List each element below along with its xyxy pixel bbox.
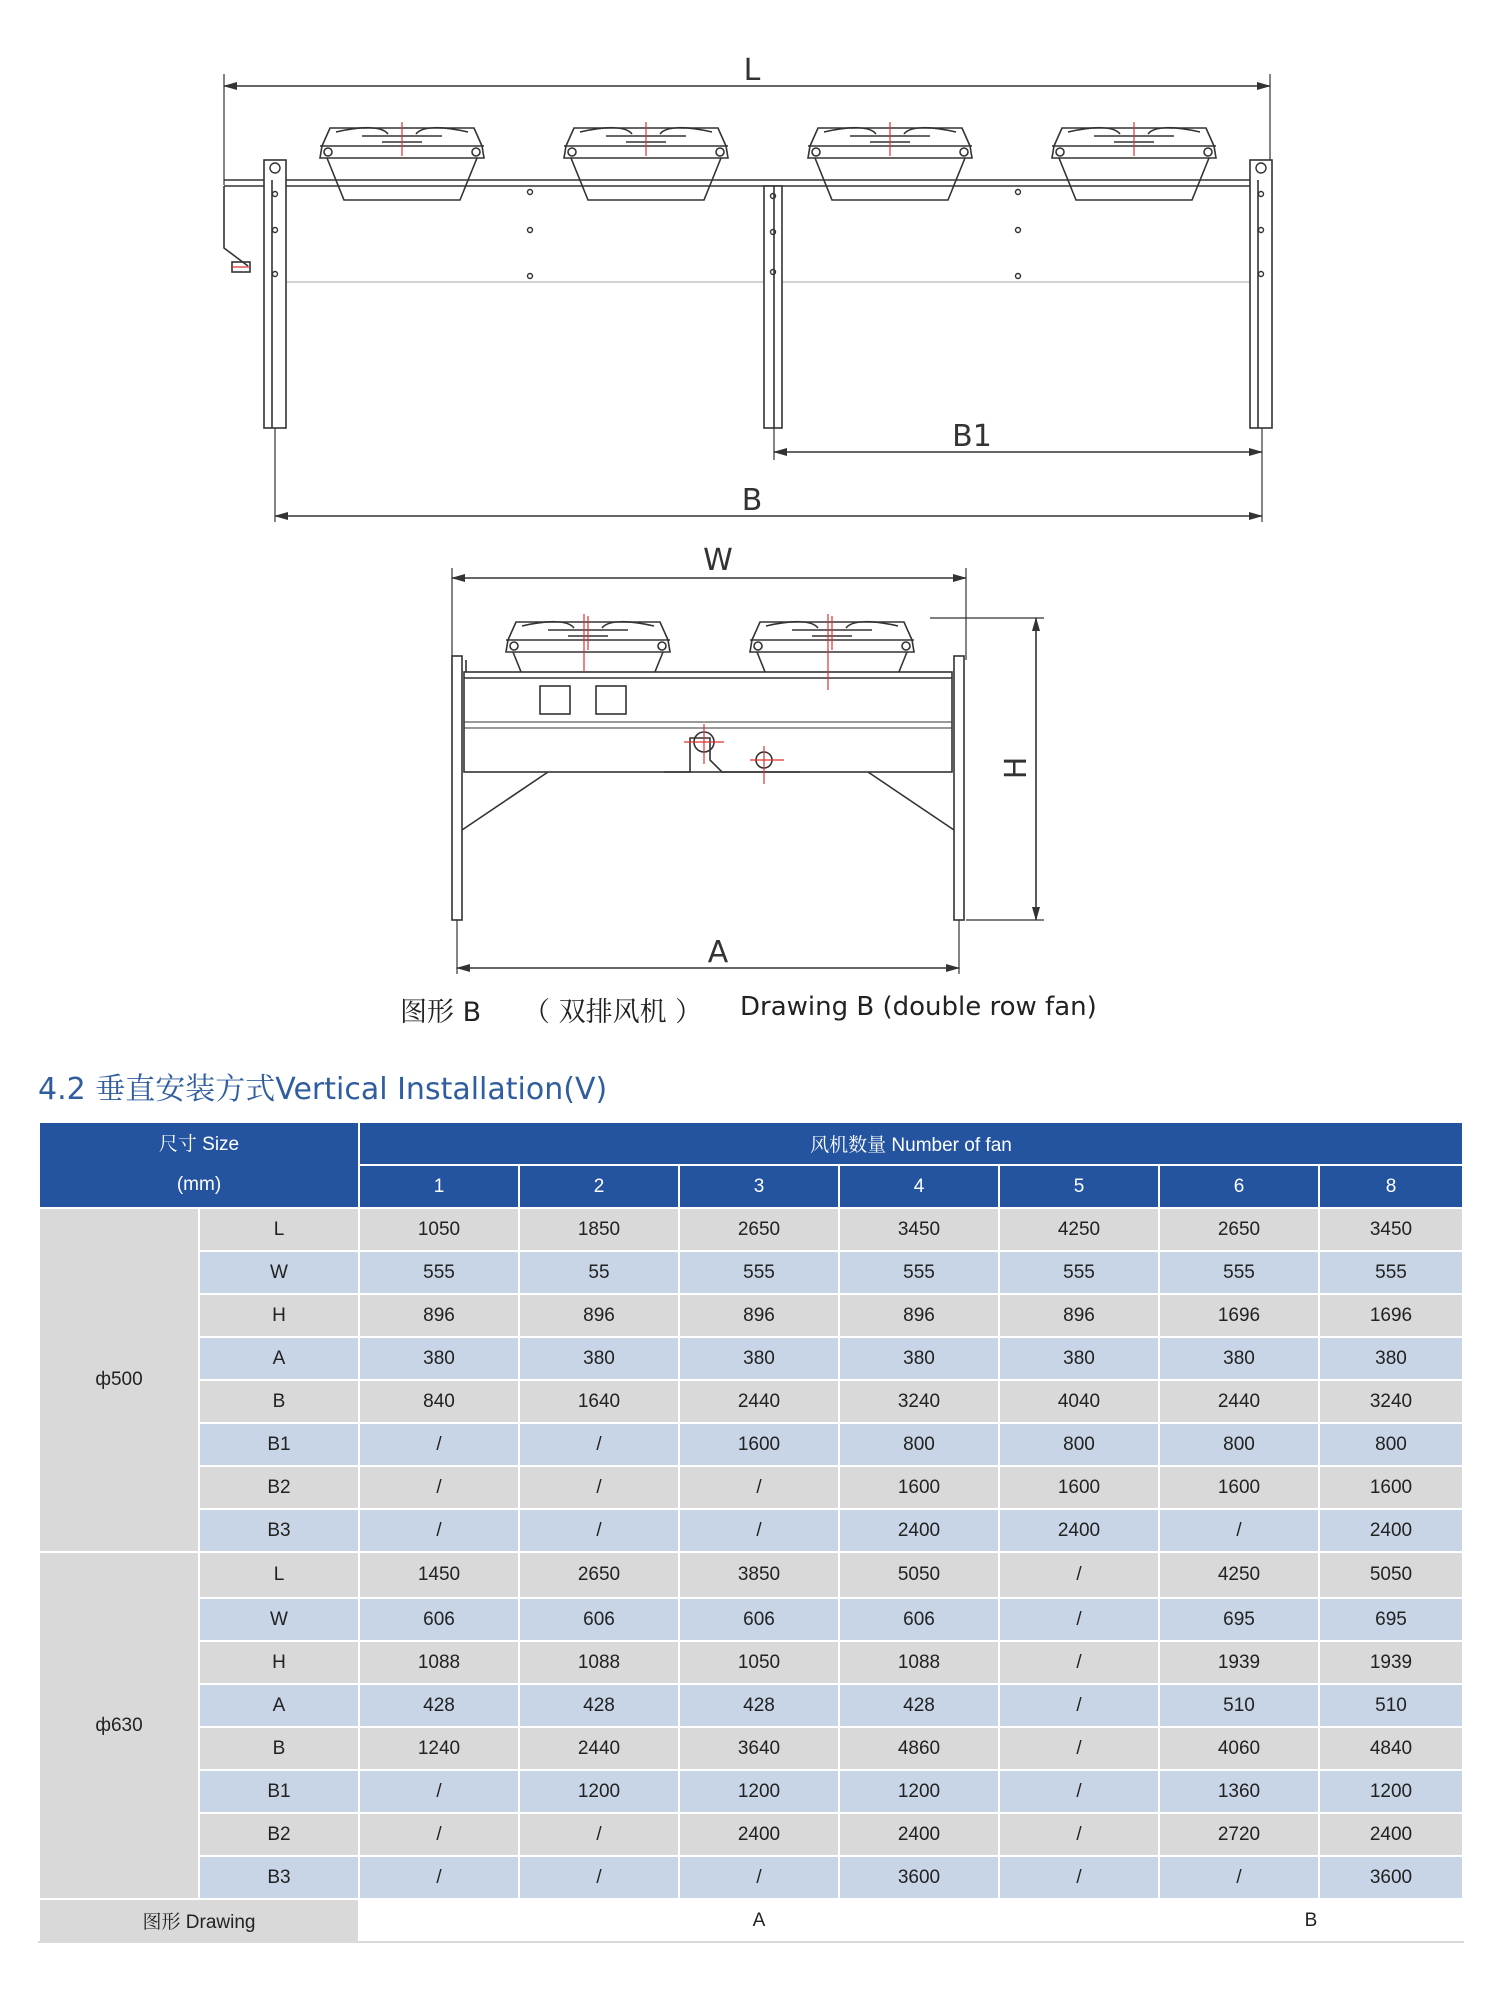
end-view-drawing bbox=[0, 0, 1501, 990]
value-cell: / bbox=[359, 1466, 519, 1509]
value-cell: 1939 bbox=[1319, 1641, 1463, 1684]
caption-cn-paren: （ 双排风机 ） bbox=[523, 997, 703, 1028]
value-cell: 380 bbox=[1159, 1337, 1319, 1380]
value-cell: / bbox=[519, 1813, 679, 1856]
value-cell: 2650 bbox=[679, 1208, 839, 1251]
value-cell: 1696 bbox=[1159, 1294, 1319, 1337]
value-cell: 555 bbox=[1319, 1251, 1463, 1294]
value-cell: 896 bbox=[679, 1294, 839, 1337]
table-row bbox=[39, 1856, 1463, 1899]
value-cell: / bbox=[359, 1509, 519, 1552]
table-row bbox=[39, 1727, 1463, 1770]
fan-count-header: 4 bbox=[839, 1165, 999, 1208]
value-cell: 2720 bbox=[1159, 1813, 1319, 1856]
value-cell: 1600 bbox=[1319, 1466, 1463, 1509]
value-cell: 1088 bbox=[359, 1641, 519, 1684]
value-cell: 606 bbox=[519, 1598, 679, 1641]
value-cell: 55 bbox=[519, 1251, 679, 1294]
value-cell: / bbox=[359, 1770, 519, 1813]
value-cell: 3240 bbox=[839, 1380, 999, 1423]
value-cell: 1600 bbox=[1159, 1466, 1319, 1509]
table-row bbox=[39, 1684, 1463, 1727]
value-cell: / bbox=[999, 1856, 1159, 1899]
value-cell: 380 bbox=[999, 1337, 1159, 1380]
value-cell: 2400 bbox=[839, 1813, 999, 1856]
param-cell: W bbox=[199, 1251, 359, 1294]
value-cell: 2650 bbox=[1159, 1208, 1319, 1251]
value-cell: 896 bbox=[519, 1294, 679, 1337]
value-cell: / bbox=[1159, 1509, 1319, 1552]
value-cell: 2440 bbox=[519, 1727, 679, 1770]
value-cell: 800 bbox=[1159, 1423, 1319, 1466]
table-row bbox=[39, 1294, 1463, 1337]
value-cell: 896 bbox=[999, 1294, 1159, 1337]
value-cell: 1200 bbox=[839, 1770, 999, 1813]
value-cell: 2400 bbox=[1319, 1813, 1463, 1856]
drawing-b-cell: B bbox=[1159, 1899, 1463, 1942]
value-cell: 896 bbox=[839, 1294, 999, 1337]
dim-label-b1: B1 bbox=[952, 419, 992, 454]
dim-label-length: L bbox=[743, 53, 761, 88]
fan-diameter-group: ф630 bbox=[39, 1552, 199, 1899]
table-row bbox=[39, 1423, 1463, 1466]
table-row bbox=[39, 1552, 1463, 1598]
table-row bbox=[39, 1337, 1463, 1380]
dimension-table bbox=[38, 1121, 1464, 1943]
value-cell: 4060 bbox=[1159, 1727, 1319, 1770]
value-cell: 1640 bbox=[519, 1380, 679, 1423]
fan-count-header: 1 bbox=[359, 1165, 519, 1208]
value-cell: 380 bbox=[679, 1337, 839, 1380]
value-cell: / bbox=[679, 1466, 839, 1509]
param-cell: A bbox=[199, 1337, 359, 1380]
table-row bbox=[39, 1598, 1463, 1641]
value-cell: / bbox=[999, 1684, 1159, 1727]
value-cell: 380 bbox=[839, 1337, 999, 1380]
dim-label-a: A bbox=[707, 935, 729, 970]
param-cell: B bbox=[199, 1380, 359, 1423]
value-cell: / bbox=[999, 1727, 1159, 1770]
fan-diameter-group: ф500 bbox=[39, 1208, 199, 1552]
value-cell: / bbox=[679, 1509, 839, 1552]
value-cell: 2400 bbox=[1319, 1509, 1463, 1552]
value-cell: 1600 bbox=[839, 1466, 999, 1509]
param-cell: B2 bbox=[199, 1813, 359, 1856]
value-cell: 380 bbox=[359, 1337, 519, 1380]
value-cell: 555 bbox=[839, 1251, 999, 1294]
drawing-caption bbox=[0, 990, 1501, 1030]
value-cell: 1200 bbox=[679, 1770, 839, 1813]
drawing-a-cell: A bbox=[359, 1899, 1159, 1942]
fan-count-header: 5 bbox=[999, 1165, 1159, 1208]
value-cell: 555 bbox=[999, 1251, 1159, 1294]
value-cell: / bbox=[359, 1813, 519, 1856]
value-cell: 3640 bbox=[679, 1727, 839, 1770]
value-cell: 428 bbox=[359, 1684, 519, 1727]
value-cell: 695 bbox=[1159, 1598, 1319, 1641]
param-cell: B3 bbox=[199, 1856, 359, 1899]
value-cell: 3850 bbox=[679, 1552, 839, 1598]
value-cell: 896 bbox=[359, 1294, 519, 1337]
value-cell: 428 bbox=[839, 1684, 999, 1727]
value-cell: / bbox=[1159, 1856, 1319, 1899]
header-fan-count: 风机数量 Number of fan bbox=[359, 1122, 1463, 1165]
value-cell: 380 bbox=[1319, 1337, 1463, 1380]
value-cell: 5050 bbox=[839, 1552, 999, 1598]
fan-count-header: 3 bbox=[679, 1165, 839, 1208]
value-cell: 606 bbox=[839, 1598, 999, 1641]
fan-count-header: 2 bbox=[519, 1165, 679, 1208]
table-row bbox=[39, 1208, 1463, 1251]
value-cell: 1200 bbox=[1319, 1770, 1463, 1813]
table-row bbox=[39, 1380, 1463, 1423]
value-cell: 555 bbox=[1159, 1251, 1319, 1294]
value-cell: / bbox=[999, 1813, 1159, 1856]
value-cell: 1696 bbox=[1319, 1294, 1463, 1337]
value-cell: 5050 bbox=[1319, 1552, 1463, 1598]
value-cell: / bbox=[359, 1423, 519, 1466]
value-cell: 1240 bbox=[359, 1727, 519, 1770]
value-cell: 1050 bbox=[679, 1641, 839, 1684]
table-row bbox=[39, 1509, 1463, 1552]
value-cell: 3450 bbox=[1319, 1208, 1463, 1251]
value-cell: / bbox=[999, 1641, 1159, 1684]
value-cell: 1939 bbox=[1159, 1641, 1319, 1684]
dim-label-b: B bbox=[741, 483, 763, 518]
value-cell: 1450 bbox=[359, 1552, 519, 1598]
value-cell: 1600 bbox=[679, 1423, 839, 1466]
value-cell: 1088 bbox=[519, 1641, 679, 1684]
value-cell: 606 bbox=[359, 1598, 519, 1641]
value-cell: 555 bbox=[679, 1251, 839, 1294]
value-cell: 695 bbox=[1319, 1598, 1463, 1641]
value-cell: 2650 bbox=[519, 1552, 679, 1598]
value-cell: / bbox=[519, 1509, 679, 1552]
param-cell: B1 bbox=[199, 1423, 359, 1466]
fan-count-header: 6 bbox=[1159, 1165, 1319, 1208]
value-cell: 3240 bbox=[1319, 1380, 1463, 1423]
param-cell: L bbox=[199, 1208, 359, 1251]
value-cell: 4040 bbox=[999, 1380, 1159, 1423]
value-cell: 2400 bbox=[999, 1509, 1159, 1552]
value-cell: 1050 bbox=[359, 1208, 519, 1251]
value-cell: 4250 bbox=[999, 1208, 1159, 1251]
value-cell: 555 bbox=[359, 1251, 519, 1294]
value-cell: 2400 bbox=[679, 1813, 839, 1856]
value-cell: / bbox=[679, 1856, 839, 1899]
header-unit-label: (mm) bbox=[176, 1174, 222, 1195]
value-cell: / bbox=[999, 1552, 1159, 1598]
value-cell: 1850 bbox=[519, 1208, 679, 1251]
value-cell: 1600 bbox=[999, 1466, 1159, 1509]
param-cell: B3 bbox=[199, 1509, 359, 1552]
param-cell: B bbox=[199, 1727, 359, 1770]
table-row bbox=[39, 1770, 1463, 1813]
table-row bbox=[39, 1466, 1463, 1509]
end-casing bbox=[464, 672, 952, 772]
fan-count-header: 8 bbox=[1319, 1165, 1463, 1208]
header-size-label: 尺寸 Size bbox=[158, 1134, 240, 1155]
header-size-cell bbox=[39, 1122, 359, 1208]
value-cell: 4250 bbox=[1159, 1552, 1319, 1598]
value-cell: 800 bbox=[999, 1423, 1159, 1466]
value-cell: 606 bbox=[679, 1598, 839, 1641]
value-cell: 428 bbox=[679, 1684, 839, 1727]
value-cell: / bbox=[999, 1598, 1159, 1641]
value-cell: 4840 bbox=[1319, 1727, 1463, 1770]
value-cell: 1200 bbox=[519, 1770, 679, 1813]
value-cell: 800 bbox=[839, 1423, 999, 1466]
param-cell: H bbox=[199, 1641, 359, 1684]
section-title: 4.2 垂直安装方式Vertical Installation(V) bbox=[38, 1072, 608, 1107]
value-cell: 1360 bbox=[1159, 1770, 1319, 1813]
param-cell: L bbox=[199, 1552, 359, 1598]
value-cell: / bbox=[519, 1856, 679, 1899]
value-cell: 840 bbox=[359, 1380, 519, 1423]
value-cell: 510 bbox=[1159, 1684, 1319, 1727]
value-cell: 2400 bbox=[839, 1509, 999, 1552]
value-cell: 3600 bbox=[1319, 1856, 1463, 1899]
value-cell: 2440 bbox=[679, 1380, 839, 1423]
value-cell: / bbox=[519, 1423, 679, 1466]
drawing-row bbox=[39, 1899, 1463, 1942]
param-cell: A bbox=[199, 1684, 359, 1727]
value-cell: / bbox=[519, 1466, 679, 1509]
value-cell: / bbox=[359, 1856, 519, 1899]
param-cell: B1 bbox=[199, 1770, 359, 1813]
value-cell: 2440 bbox=[1159, 1380, 1319, 1423]
param-cell: B2 bbox=[199, 1466, 359, 1509]
param-cell: W bbox=[199, 1598, 359, 1641]
drawing-label: 图形 Drawing bbox=[39, 1899, 359, 1942]
value-cell: 4860 bbox=[839, 1727, 999, 1770]
value-cell: 3600 bbox=[839, 1856, 999, 1899]
param-cell: H bbox=[199, 1294, 359, 1337]
value-cell: 800 bbox=[1319, 1423, 1463, 1466]
caption-cn: 图形 B bbox=[400, 997, 482, 1028]
dim-label-width: W bbox=[703, 543, 733, 578]
value-cell: 1088 bbox=[839, 1641, 999, 1684]
caption-en: Drawing B (double row fan) bbox=[740, 992, 1097, 1022]
table-row bbox=[39, 1251, 1463, 1294]
dim-label-height: H bbox=[999, 756, 1034, 780]
value-cell: 428 bbox=[519, 1684, 679, 1727]
table-row bbox=[39, 1813, 1463, 1856]
value-cell: 510 bbox=[1319, 1684, 1463, 1727]
value-cell: 3450 bbox=[839, 1208, 999, 1251]
value-cell: / bbox=[999, 1770, 1159, 1813]
table-row bbox=[39, 1641, 1463, 1684]
value-cell: 380 bbox=[519, 1337, 679, 1380]
